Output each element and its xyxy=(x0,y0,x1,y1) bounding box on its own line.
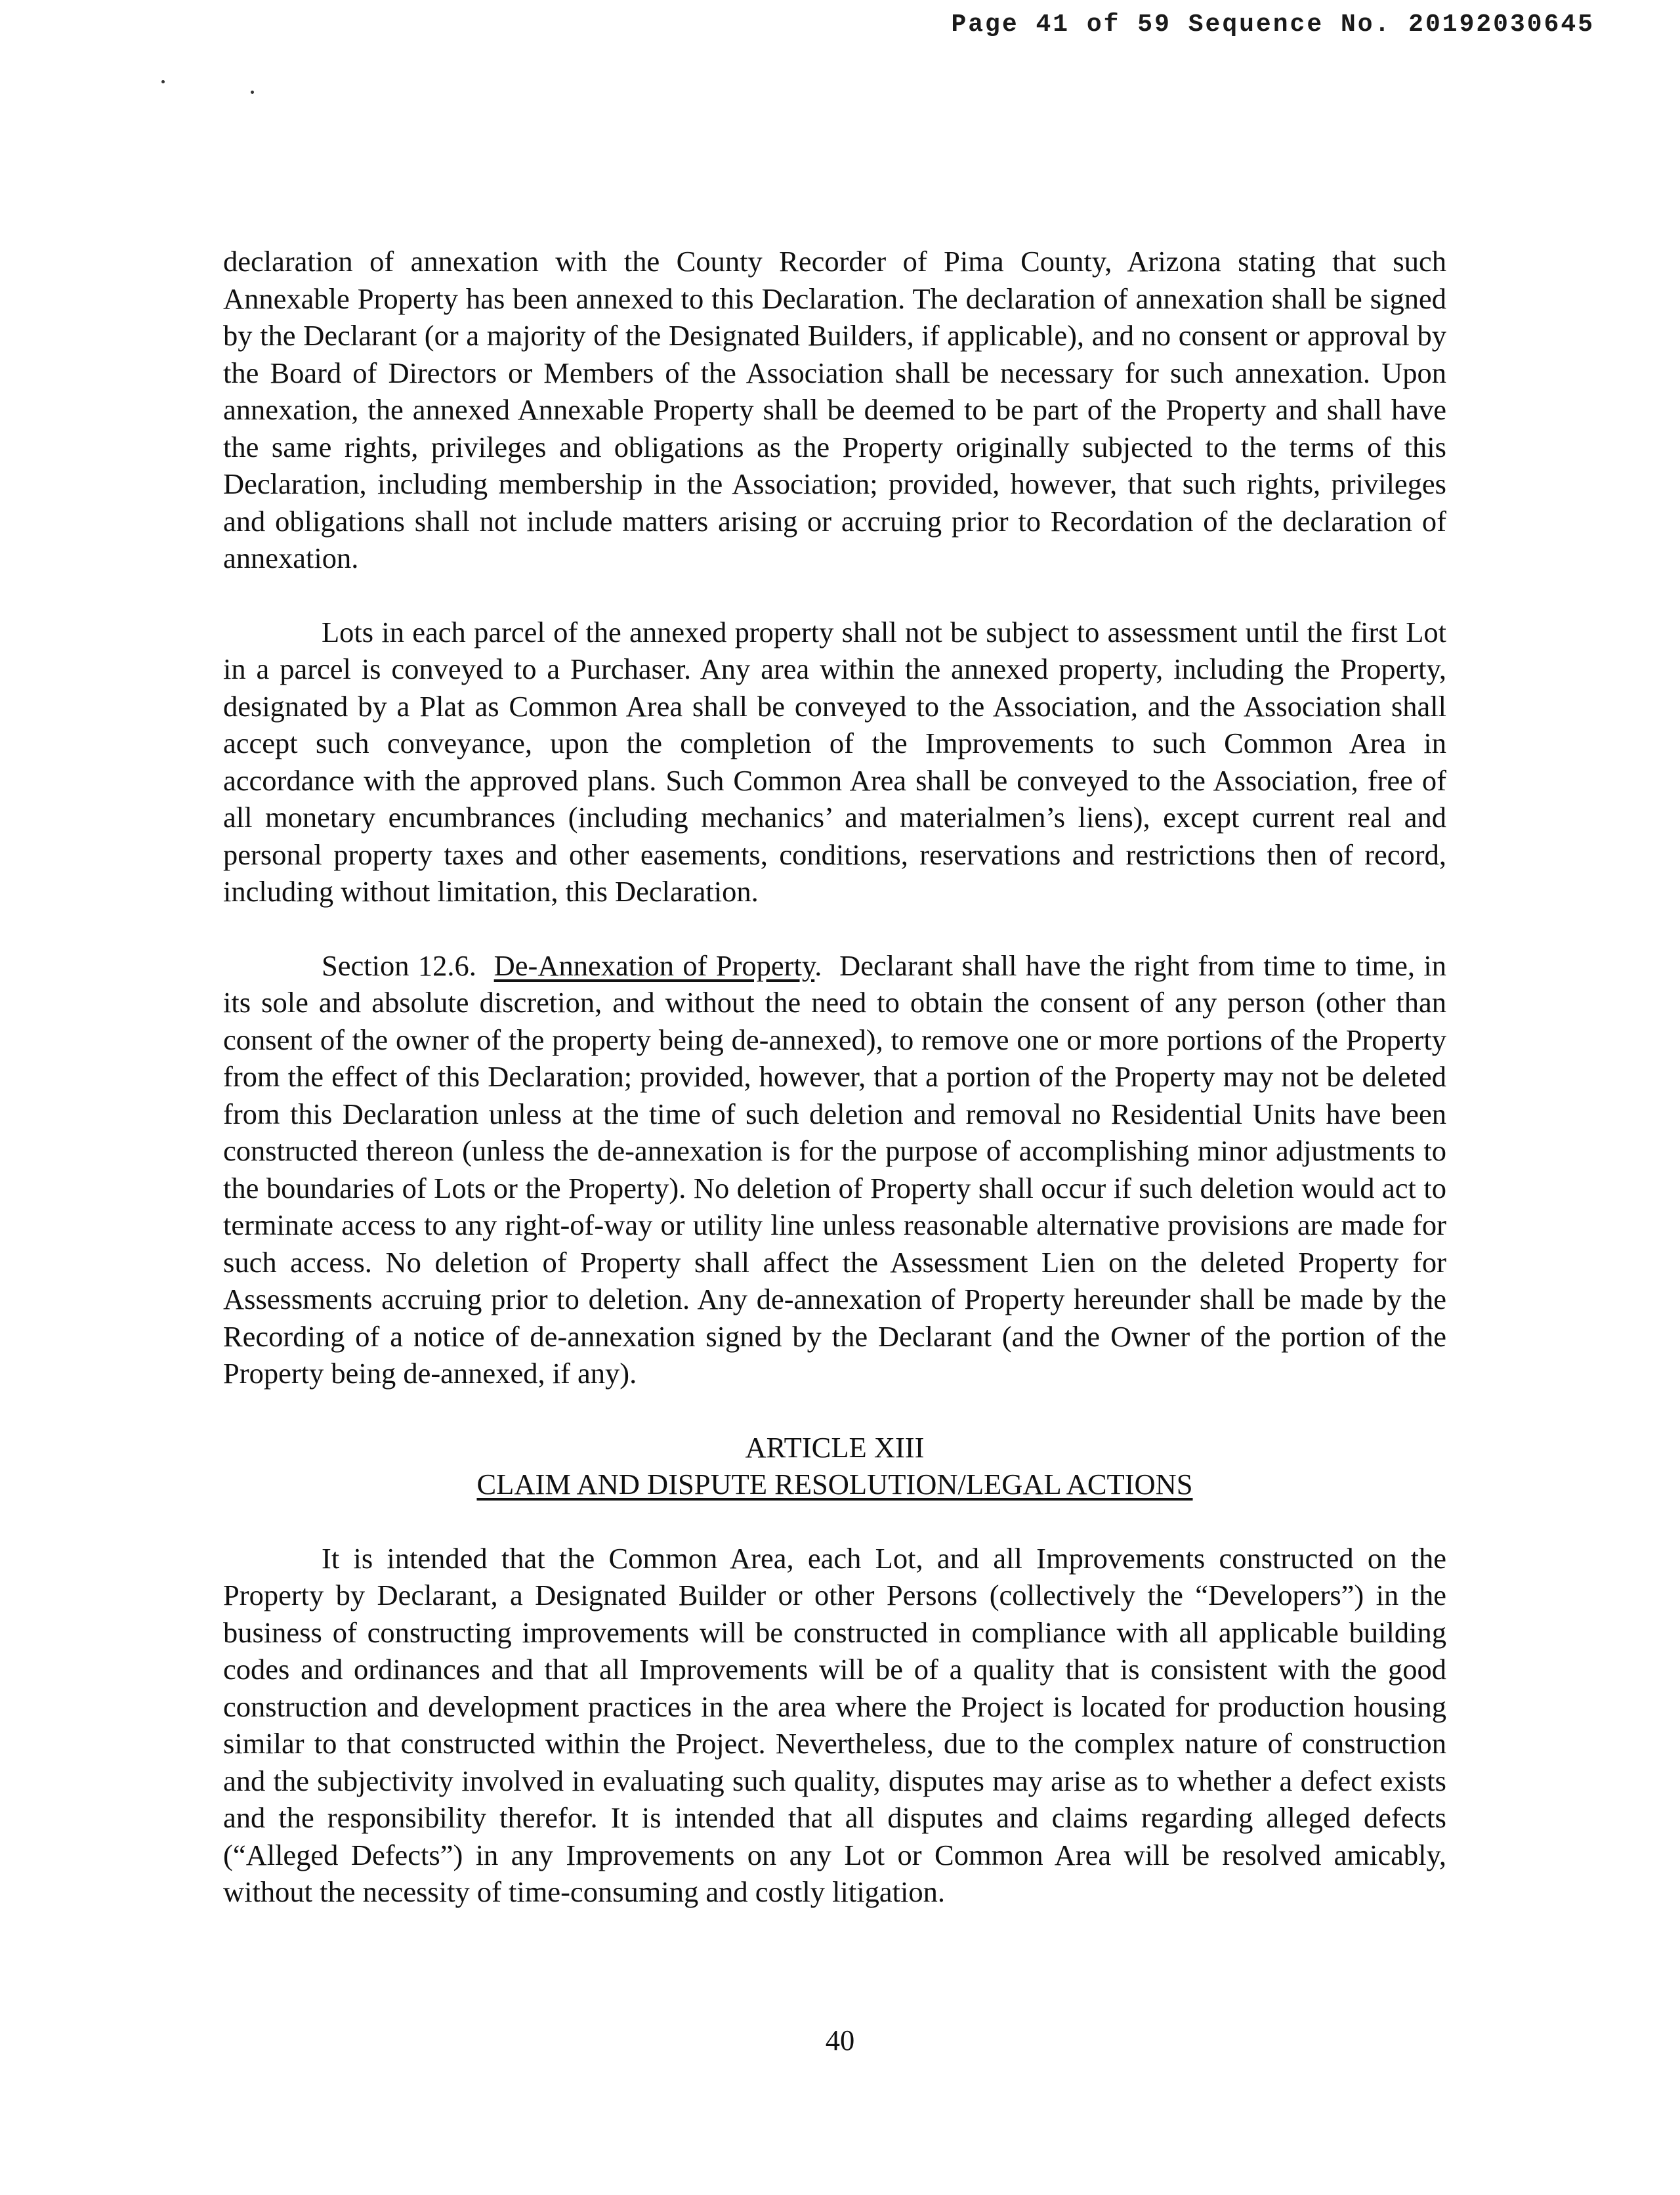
section-heading-period: . xyxy=(814,948,822,982)
page-sequence-header: Page 41 of 59 Sequence No. 20192030645 xyxy=(951,11,1595,39)
article-number: ARTICLE XIII xyxy=(745,1430,925,1464)
paragraph-lots-assessment: Lots in each parcel of the annexed property shall not be subject to assessment until the first Lot in a parcel is conveyed to a Purchaser. Any area within the annexed property, including the Property, designated by a Plat as Common Area shall be conveyed to the Association, and the Association shall accept such conveyance, upon the completion of the Improvements to such Common Area in accordance with the approved plans. Such Common Area shall be conveyed to the Association, free of all monetary encumbrances (including mechanics’ and materialmen’s liens), except current real and personal property taxes and other easements, conditions, reservations and restrictions then of record, including without limitation, this Declaration. xyxy=(223,615,1446,908)
paragraph-annexation: declaration of annexation with the County Recorder of Pima County, Arizona stating that such Annexable Property has been annexed to this Declaration. The declaration of annexation shall be signed by the Declarant (or a majority of the Designated Builders, if applicable), and no consent or approval by the Board of Directors or Members of the Association shall be necessary for such annexation. Upon annexation, the annexed Annexable Property shall be deemed to be part of the Property and shall have the same rights, privileges and obligations as the Property originally subjected to the terms of this Declaration, including membership in the Association; provided, however, that such rights, privileges and obligations shall not include matters arising or accruing prior to Recordation of the declaration of annexation. xyxy=(223,245,1446,574)
document-body xyxy=(223,243,1446,1948)
section-body: Declarant shall have the right from time to time, in its sole and absolute discretion, and without the need to obtain the consent of any person (other than consent of the owner of the property being de-annexed), to remove one or more portions of the Property from the effect of this Declaration; provided, however, that a portion of the Property may not be deleted from this Declaration unless at the time of such deletion and removal no Residential Units have been constructed thereon (unless the de-annexation is for the purpose of accomplishing minor adjustments to the boundaries of Lots or the Property). No deletion of Property shall occur if such deletion would act to terminate access to any right-of-way or utility line unless reasonable alternative provisions are made for such access. No deletion of Property shall affect the Assessment Lien on the deleted Property for Assessments accruing prior to deletion. Any de-annexation of Property hereunder shall be made by the Recording of a notice of de-annexation signed by the Declarant (and the Owner of the portion of the Property being de-annexed, if any). xyxy=(223,948,1447,1390)
page-number: 40 xyxy=(825,2024,855,2056)
scan-speck xyxy=(161,80,165,83)
paragraph-dispute-intent: It is intended that the Common Area, each Lot, and all Improvements constructed on the Property by Declarant, a Designated Builder or other Persons (collectively the “Developers”) in the business of constructing improvements will be constructed in compliance with all applicable building codes and ordinances and that all Improvements will be of a quality that is consistent with the good construction and development practices in the area where the Project is located for production housing similar to that constructed within the Project. Nevertheless, due to the complex nature of construction and the subjectivity involved in evaluating such quality, disputes may arise as to whether a defect exists and the responsibility therefor. It is intended that all disputes and claims regarding alleged defects (“Alleged Defects”) in any Improvements on any Lot or Common Area will be resolved amicably, without the necessity of time-consuming and costly litigation. xyxy=(223,1541,1446,1908)
article-heading xyxy=(223,1429,1446,1503)
section-number: Section 12.6. xyxy=(322,948,476,982)
scan-speck xyxy=(251,91,254,94)
paragraph-section-12-6 xyxy=(223,947,1446,1392)
section-heading: De-Annexation of Property xyxy=(494,948,815,982)
article-title: CLAIM AND DISPUTE RESOLUTION/LEGAL ACTIONS xyxy=(476,1468,1193,1501)
